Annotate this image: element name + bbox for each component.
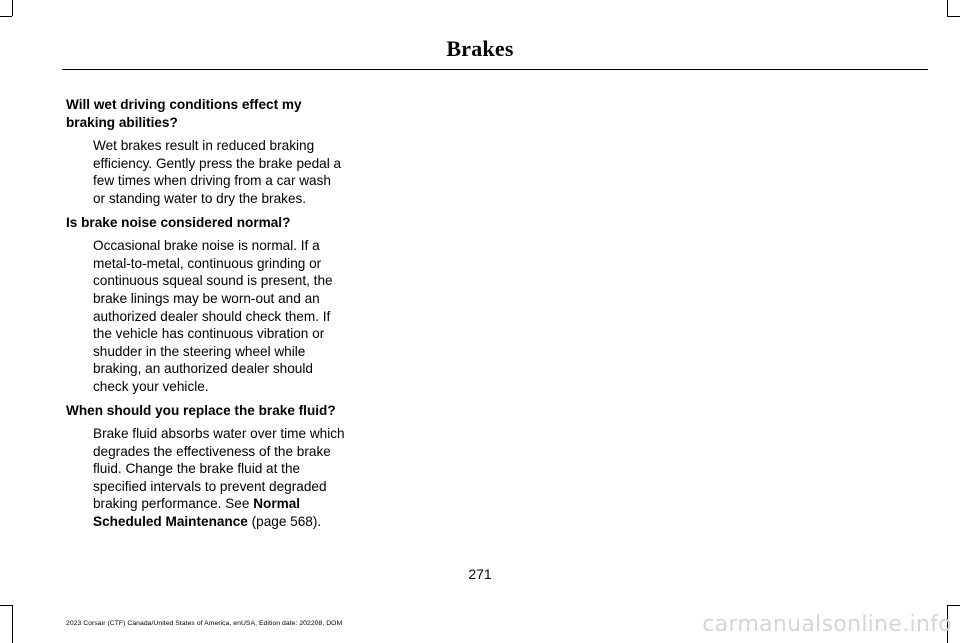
crop-mark-top-right-v	[947, 0, 948, 16]
header-divider	[62, 69, 928, 70]
faq-answer-wet-conditions: Wet brakes result in reduced braking efficiency. Gently press the brake pedal a few times when driving from a car wash or standing water to dry the brakes.	[93, 138, 342, 206]
cross-reference-link[interactable]: Normal Scheduled Maintenance	[93, 496, 301, 530]
faq-answer-brake-fluid	[93, 425, 346, 531]
crop-mark-top-left-h	[0, 16, 12, 17]
faq-answer-brake-fluid-text: Brake fluid absorbs water over time which degrades the effectiveness of the brake fluid. Change the brake fluid at the specified intervals to prevent degraded braking performance. See	[93, 426, 345, 512]
crop-mark-top-right-h	[947, 16, 960, 17]
faq-content	[66, 96, 346, 531]
page-title: Brakes	[446, 36, 514, 61]
page-number: 271	[468, 566, 492, 582]
faq-question-brake-noise: Is brake noise considered normal?	[66, 214, 291, 230]
crop-mark-bottom-right-h	[947, 605, 960, 606]
faq-answer-brake-noise: Occasional brake noise is normal. If a metal-to-metal, continuous grinding or continuous squeal sound is present, the brake linings may be worn-out and an authorized dealer should check them. If the vehicle has continuous vibration or shudder in the steering wheel while braking, an authorized dealer should check your vehicle.	[93, 238, 333, 394]
footer-edition-info: 2023 Corsair (CTF) Canada/United States of America, enUSA, Edition date: 202208, DOM	[66, 620, 343, 627]
faq-question-wet-conditions: Will wet driving conditions effect my braking abilities?	[66, 97, 302, 130]
crop-mark-top-left-v	[12, 0, 13, 16]
crop-mark-bottom-left-h	[0, 605, 12, 606]
cross-reference-page: (page 568).	[247, 514, 322, 530]
watermark: carmanualsonline.info	[702, 612, 952, 637]
crop-mark-bottom-left-v	[12, 605, 13, 643]
faq-question-brake-fluid: When should you replace the brake fluid?	[66, 402, 336, 418]
